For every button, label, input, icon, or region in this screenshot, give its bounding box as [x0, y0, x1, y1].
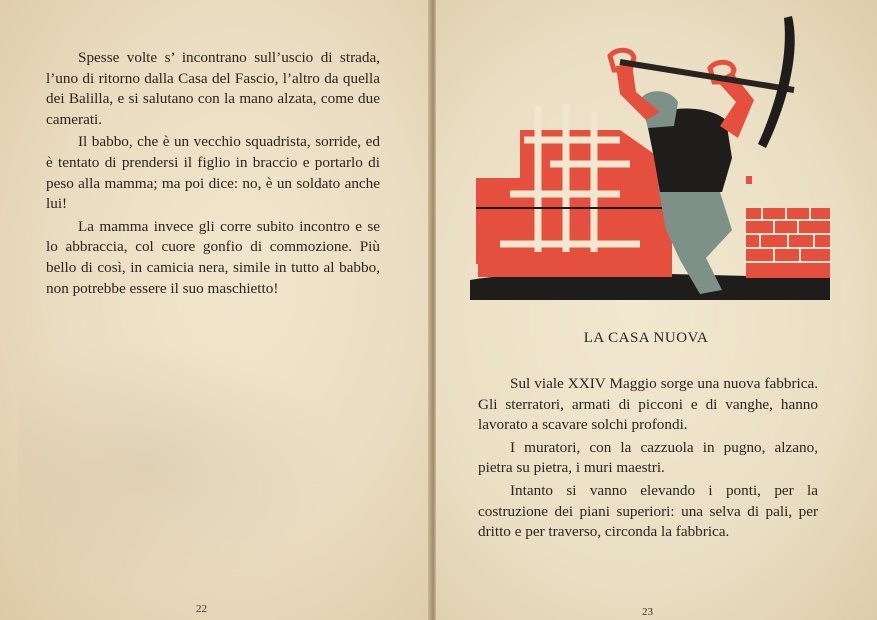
page-number-right: 23	[642, 606, 653, 618]
page-number-left: 22	[196, 603, 207, 615]
ground-red-strip	[478, 263, 672, 277]
paragraph: Sul viale XXIV Maggio sorge una nuova fabbrica. Gli sterratori, armati di picconi e di vanghe, hanno lavorato a scavare solchi profondi.	[478, 375, 818, 434]
paragraph: I muratori, con la cazzuola in pugno, alzano, pietra su pietra, i muri maestri.	[478, 438, 818, 477]
pickaxe-head	[758, 16, 795, 148]
paragraph: Intanto si vanno elevando i ponti, per la costruzione dei piani superiori: una selva di pali, per dritto e per traverso, circonda la fabbrica.	[478, 481, 818, 541]
right-page-text	[478, 374, 818, 543]
paragraph: Il babbo, che è un vecchio squadrista, sorride, ed è tentato di prendersi il figlio in braccio e portarlo di peso alla mamma; ma poi dice: no, è un soldato anche lui!	[46, 133, 380, 213]
pickaxe-handle	[620, 62, 794, 90]
builder-illustration	[470, 8, 836, 304]
bleed-through-shadow	[18, 340, 348, 590]
left-page	[0, 0, 432, 620]
left-page-text	[46, 48, 380, 299]
paragraph: Spesse volte s’ incontrano sull’uscio di strada, l’uno di ritorno dalla Casa del Fascio, l’altro da quella dei Balilla, e si salutano con la mano alzata, come due camerati.	[46, 49, 380, 128]
small-marker	[746, 176, 752, 184]
chapter-heading: LA CASA NUOVA	[583, 330, 709, 346]
paragraph: La mamma invece gli corre subito incontro e se lo abbraccia, col cuore gonfio di commozione. Più bello di così, in camicia nera, simile in tutto al babbo, non potrebbe essere il suo maschietto!	[46, 217, 380, 297]
